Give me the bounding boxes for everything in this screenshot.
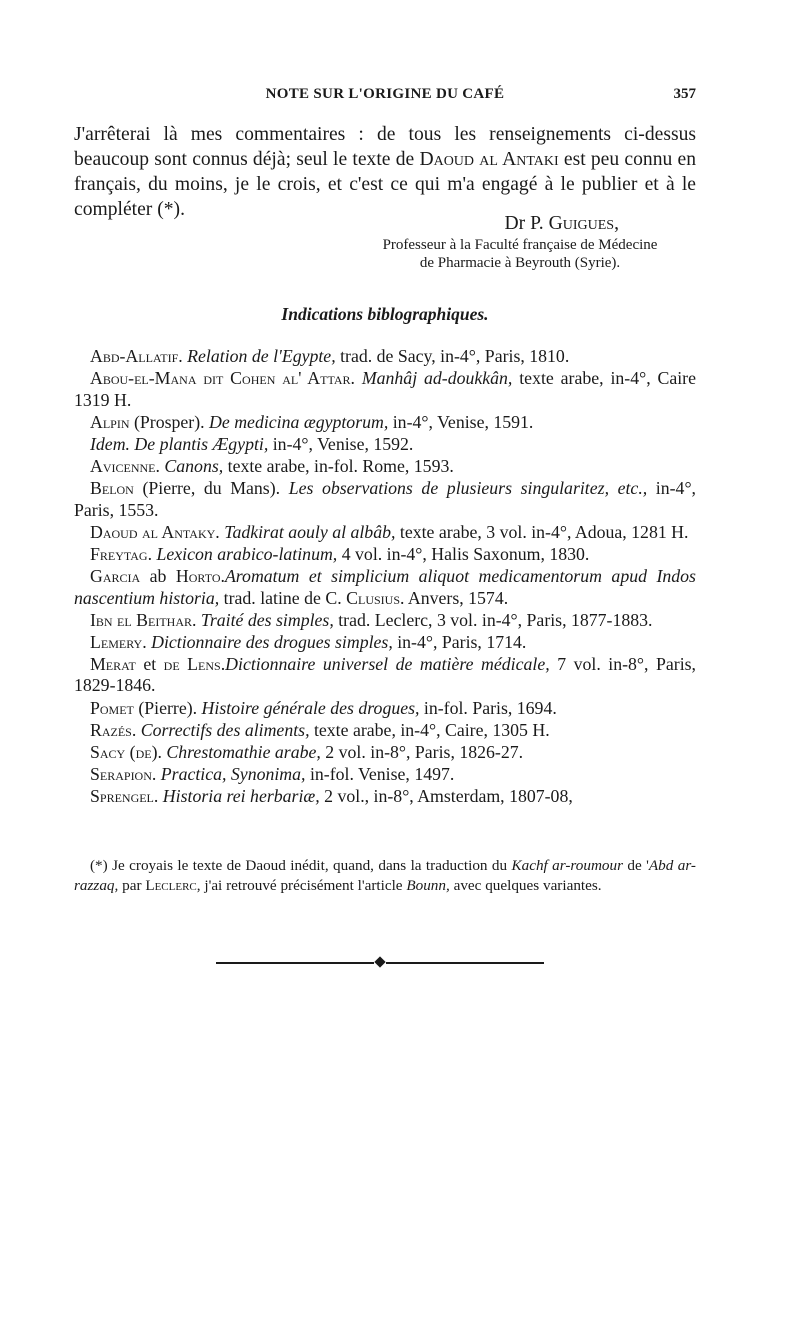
entry-title: Correctifs des aliments, (140, 719, 310, 740)
entry-text: (Pierre). (133, 697, 202, 718)
entry-title: Chrestomathie arabe, (166, 741, 321, 762)
bibliography-entry (74, 566, 696, 609)
entry-author: Horto. (175, 565, 225, 586)
entry-title: Traité des simples, (200, 609, 334, 630)
entry-author: Pomet (90, 697, 134, 718)
entry-author: Daoud al Antaky. (90, 521, 220, 542)
footnote-text: par (118, 876, 146, 894)
entry-publication: in-4°, Venise, 1592. (268, 433, 414, 454)
entry-publication: 4 vol. in-4°, Halis Saxonum, 1830. (337, 543, 590, 564)
page-number: 357 (673, 86, 696, 102)
entry-text: (Prosper). (129, 411, 210, 432)
bibliography-entry (74, 742, 696, 764)
affiliation-line-2: de Pharmacie à Beyrouth (Syrie). (419, 255, 621, 271)
entry-publication: texte arabe, in-4°, Caire, 1305 H. (309, 719, 550, 740)
entry-author: Ibn el Beithar. (90, 609, 197, 630)
entry-author: Clusius. (346, 587, 405, 608)
bibliography-entry (74, 654, 696, 697)
body-author-name: Daoud al Antaki (419, 149, 559, 170)
footnote (74, 856, 696, 895)
entry-author: Freytag. (90, 543, 153, 564)
entry-author: Abou-el-Mana dit Cohen al' Attar. (90, 368, 355, 389)
entry-title: Dictionnaire des drogues simples, (151, 631, 393, 652)
entry-author: Garcia (90, 565, 141, 586)
footnote-italic: Kachf ar-roumour (511, 857, 624, 874)
entry-publication: texte arabe, in-fol. Rome, 1593. (223, 455, 454, 476)
entry-author: Merat (90, 653, 136, 674)
entry-publication: trad. Leclerc, 3 vol. in-4°, Paris, 1877-1883. (333, 609, 653, 630)
footnote-text: de ' (623, 857, 649, 874)
entry-title: Canons, (164, 455, 224, 476)
bibliography-list (74, 346, 696, 808)
entry-publication: 2 vol. in-8°, Paris, 1826-27. (320, 741, 524, 762)
bibliography-entry (74, 720, 696, 742)
entry-author: Lemery. (90, 631, 147, 652)
bibliography-entry (74, 544, 696, 566)
footnote-text: (*) Je croyais le texte de Daoud inédit, quand, dans la traduction du (90, 857, 512, 874)
bibliography-entry (74, 368, 696, 411)
entry-author: Abd-Allatif. (90, 346, 183, 366)
footnote-author: Leclerc (145, 876, 197, 894)
bibliography-entry (74, 522, 696, 544)
section-heading: Indications biblographiques. (281, 304, 489, 324)
signature-title: Dr P. (504, 213, 549, 234)
entry-author: Serapion. (90, 763, 157, 784)
body-paragraph (74, 122, 696, 222)
entry-publication: texte arabe, in-4°, Caire 1319 H. (74, 368, 696, 410)
entry-title: Lexicon arabico-latinum, (156, 543, 338, 564)
footnote-italic: Abd ar-razzaq, (74, 857, 696, 894)
diamond-ornament-icon (374, 956, 385, 967)
entry-author: Belon (90, 478, 134, 499)
entry-publication: in-4°, Paris, 1553. (74, 478, 697, 520)
bibliography-entry (74, 434, 696, 456)
entry-publication: in-fol. Venise, 1497. (305, 763, 455, 784)
entry-title: Dictionnaire universel de matière médicale, (225, 653, 550, 674)
entry-title: Les observations de plusieurs singularitez, etc., (288, 478, 648, 499)
entry-author: Avicenne. (90, 455, 160, 476)
entry-text: ( (125, 741, 136, 762)
bibliography-entry (74, 632, 696, 654)
entry-title: De medicina ægyptorum, (209, 411, 389, 432)
entry-title: Manhâj ad-doukkân, (361, 368, 513, 389)
entry-text: et (135, 653, 164, 674)
entry-author: de Lens. (163, 653, 226, 674)
rule-right (386, 962, 544, 964)
entry-publication: Anvers, 1574. (404, 587, 509, 608)
entry-text: ab (140, 565, 176, 586)
entry-author: Alpin (90, 411, 130, 432)
entry-author: de (135, 741, 152, 762)
bibliography-entry (74, 610, 696, 632)
entry-author: Razés. (90, 719, 137, 740)
entry-text: ). (151, 741, 167, 762)
entry-publication: in-4°, Paris, 1714. (392, 631, 527, 652)
rule-left (216, 962, 374, 964)
ornament-rule (216, 957, 544, 969)
entry-publication: 7 vol. in-8°, Paris, 1829-1846. (74, 653, 697, 696)
footnote-italic: Bounn, (406, 876, 450, 894)
footnote-text: , j'ai retrouvé précisément l'article (196, 876, 407, 894)
entry-publication: in-fol. Paris, 1694. (419, 697, 557, 718)
entry-title: Aromatum et simplicium aliquot medicamentorum apud Indos nascentium historia, (74, 565, 696, 608)
bibliography-entry (74, 786, 696, 808)
entry-title: Practica, Synonima, (160, 763, 306, 784)
bibliography-entry (74, 412, 696, 434)
entry-title: Historia rei herbariæ, (162, 785, 320, 806)
entry-publication: texte arabe, 3 vol. in-4°, Adoua, 1281 H. (395, 521, 689, 542)
entry-title: Idem. De plantis Ægypti, (90, 433, 269, 454)
body-text-end: est peu connu en français, du moins, je le crois, et c'est ce qui m'a engagé à le publier et à le compléter (*). (74, 149, 697, 220)
signature-affiliation (340, 236, 700, 272)
entry-author: Sacy (90, 741, 126, 762)
entry-title: Relation de l'Egypte, (187, 346, 336, 366)
affiliation-line-1: Professeur à la Faculté française de Médecine (382, 237, 658, 253)
entry-publication: trad. de Sacy, in-4°, Paris, 1810. (335, 346, 570, 366)
signature-name: Guigues, (548, 213, 619, 234)
bibliography-entry (74, 346, 696, 368)
bibliography-entry (74, 478, 696, 521)
entry-publication: in-4°, Venise, 1591. (388, 411, 534, 432)
footnote-text: avec quelques variantes. (449, 876, 602, 894)
body-text-start: J'arrêterai là mes commentaires : de tous les renseignements ci-dessus beaucoup sont connus déjà; seul le texte de (74, 124, 696, 170)
entry-author: Sprengel. (90, 785, 159, 806)
bibliography-entry (74, 698, 696, 720)
running-head (74, 86, 696, 108)
running-title: NOTE SUR L'ORIGINE DU CAFÉ (265, 86, 505, 102)
bibliography-entry (74, 456, 696, 478)
entry-publication: trad. latine de C. (219, 587, 347, 608)
signature (74, 212, 619, 236)
entry-publication: 2 vol., in-8°, Amsterdam, 1807-08, (319, 785, 573, 806)
entry-title: Histoire générale des drogues, (201, 697, 420, 718)
entry-text: (Pierre, du Mans). (133, 478, 289, 499)
entry-title: Tadkirat aouly al albâb, (224, 521, 396, 542)
bibliography-entry (74, 764, 696, 786)
